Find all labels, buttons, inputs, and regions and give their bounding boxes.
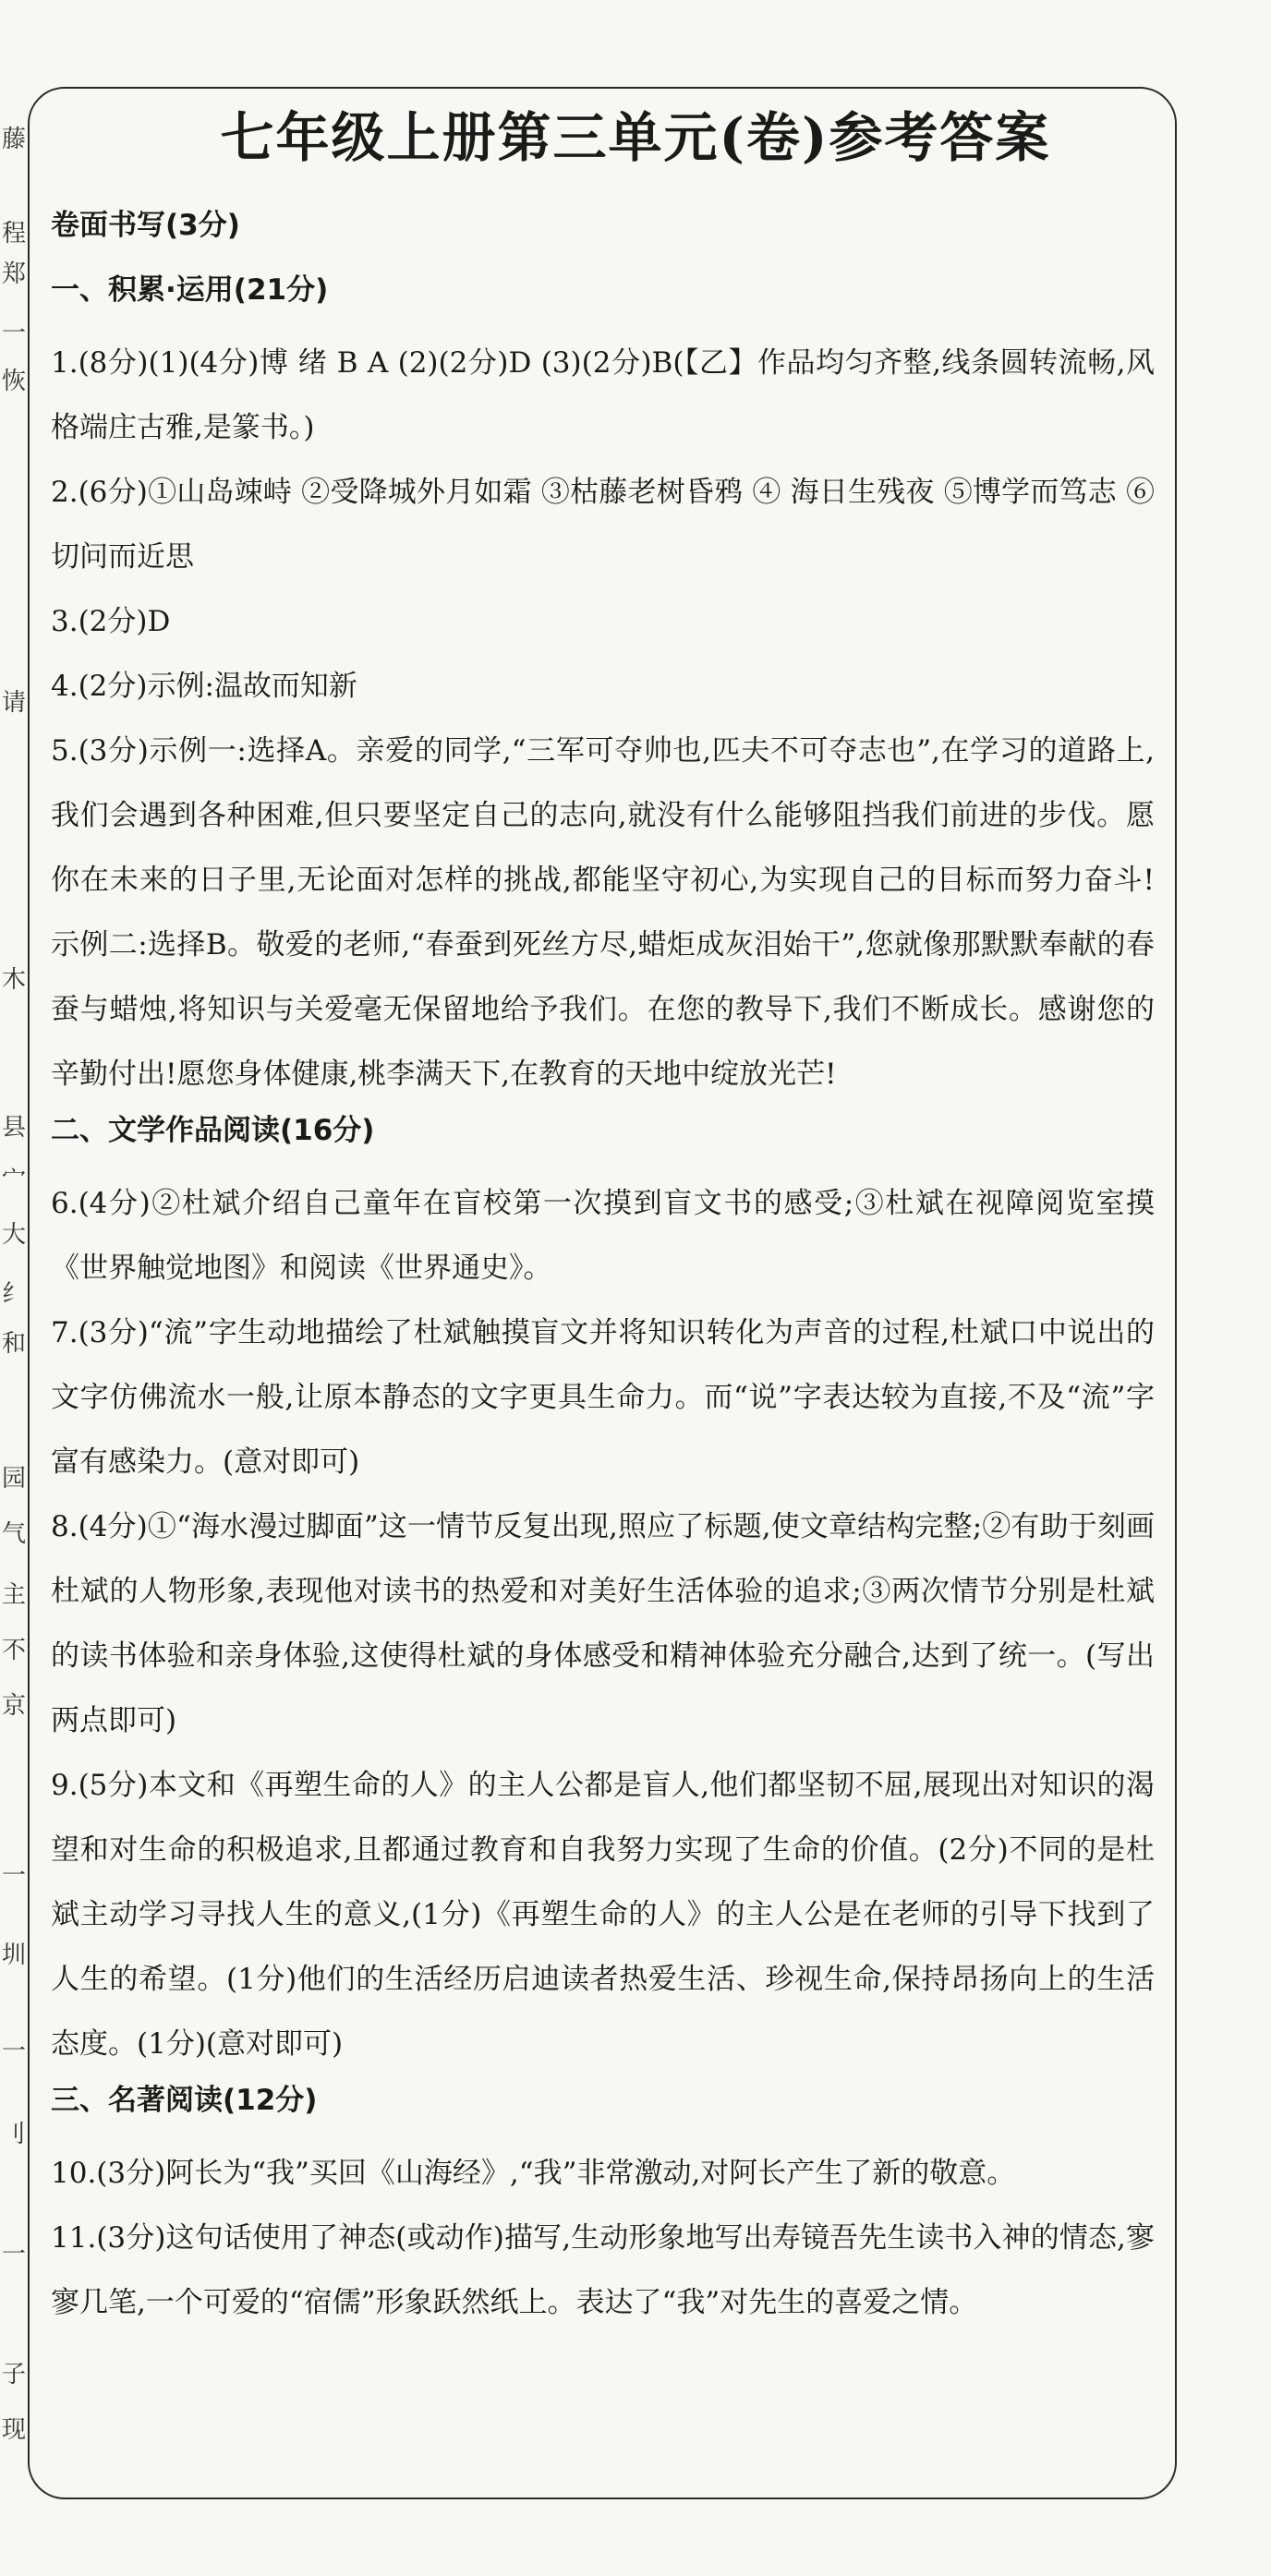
answer-item-3: 3.(2分)D [51, 605, 171, 638]
margin-fragment: 刂 [2, 2121, 27, 2148]
margin-fragment: 一 [2, 2038, 27, 2065]
margin-fragment: 木 [2, 966, 27, 994]
margin-fragment: 宀 [2, 1166, 27, 1193]
answer-item-9: 9.(5分)本文和《再塑生命的人》的主人公都是盲人,他们都坚韧不屈,展现出对知识的渴望和对生命的积极追求,且都通过教育和自我努力实现了生命的价值。(2分)不同的是杜斌主动学习寻找人生的意义,(1分)《再塑生命的人》的主人公是在老师的引导下找到了人生的希望。(1分)他们的生活经历启迪读者热爱生活、珍视生命,保持昂扬向上的生活态度。(1分)(意对即可) [51, 1769, 1155, 2061]
margin-fragment: 和 [2, 1330, 27, 1358]
margin-fragment: 现 [2, 2416, 27, 2444]
margin-fragment: 藤 [2, 126, 27, 153]
margin-fragment: 请 [2, 689, 27, 717]
section-heading: 一、积累·运用(21分) [51, 273, 329, 307]
margin-fragment: 纟 [2, 1280, 27, 1308]
margin-fragment: 气 [2, 1520, 27, 1548]
margin-fragment: 一 [2, 2241, 27, 2268]
section-heading: 二、文学作品阅读(16分) [51, 1114, 375, 1147]
margin-fragment: 京 [2, 1692, 27, 1720]
margin-fragment: 程 [2, 220, 27, 248]
section-heading: 三、名著阅读(12分) [51, 2084, 318, 2117]
answer-item-10: 10.(3分)阿长为“我”买回《山海经》,“我”非常激动,对阿长产生了新的敬意。 [51, 2157, 1016, 2190]
page-title: 七年级上册第三单元(卷)参考答案 [220, 106, 1051, 169]
answer-item-6: 6.(4分)②杜斌介绍自己童年在盲校第一次摸到盲文书的感受;③杜斌在视障阅览室摸《世界触觉地图》和阅读《世界通史》。 [51, 1187, 1155, 1285]
binding-margin-fragments [0, 0, 28, 2576]
margin-fragment: 郑 [2, 260, 27, 288]
answer-item-4: 4.(2分)示例:温故而知新 [51, 670, 357, 703]
margin-fragment: 恢 [2, 368, 27, 395]
margin-fragment: 不 [2, 1637, 27, 1664]
section-handwriting [51, 201, 1155, 266]
section-heading: 卷面书写(3分) [51, 209, 240, 242]
answer-item-5: 5.(3分)示例一:选择A。亲爱的同学,“三军可夺帅也,匹夫不可夺志也”,在学习的道路上,我们会遇到各种困难,但只要坚定自己的志向,就没有什么能够阻挡我们前进的步伐。愿你在未来的日子里,无论面对怎样的挑战,都能坚守初心,为实现自己的目标而努力奋斗! 示例二:选择B。敬爱的老师,“春蚕到死丝方尽,蜡炬成灰泪始干”,您就像那默默奉献的春蚕与蜡烛,将知识与关爱毫无保留地给予我们。在您的教导下,我们不断成长。感谢您的辛勤付出!愿您身体健康,桃李满天下,在教育的天地中绽放光芒! [51, 734, 1155, 1091]
answer-item-1: 1.(8分)(1)(4分)博 绪 B A (2)(2分)D (3)(2分)B(【乙】作品均匀齐整,线条圆转流畅,风格端庄古雅,是篆书。) [51, 346, 1155, 444]
section-classics-reading [51, 2076, 1155, 2335]
margin-fragment: 一 [2, 320, 27, 347]
margin-fragment: 大 [2, 1221, 27, 1249]
margin-fragment: 县 [2, 1114, 27, 1142]
section-accumulation-application [51, 266, 1155, 1107]
margin-fragment: 园 [2, 1465, 27, 1493]
margin-fragment: 一 [2, 1862, 27, 1890]
answer-content [51, 201, 1155, 2335]
margin-fragment: 子 [2, 2361, 27, 2389]
answer-item-7: 7.(3分)“流”字生动地描绘了杜斌触摸盲文并将知识转化为声音的过程,杜斌口中说出的文字仿佛流水一般,让原本静态的文字更具生命力。而“说”字表达较为直接,不及“流”字富有感染力。(意对即可) [51, 1316, 1155, 1479]
answer-item-11: 11.(3分)这句话使用了神态(或动作)描写,生动形象地写出寿镜吾先生读书入神的情态,寥寥几笔,一个可爱的“宿儒”形象跃然纸上。表达了“我”对先生的喜爱之情。 [51, 2221, 1155, 2319]
margin-fragment: 主 [2, 1581, 27, 1609]
section-literary-reading [51, 1107, 1155, 2076]
answer-item-8: 8.(4分)①“海水漫过脚面”这一情节反复出现,照应了标题,使文章结构完整;②有助于刻画杜斌的人物形象,表现他对读书的热爱和对美好生活体验的追求;③两次情节分别是杜斌的读书体验和亲身体验,这使得杜斌的身体感受和精神体验充分融合,达到了统一。(写出两点即可) [51, 1510, 1155, 1737]
margin-fragment: 圳 [2, 1941, 27, 1969]
answer-item-2: 2.(6分)①山岛竦峙 ②受降城外月如霜 ③枯藤老树昏鸦 ④ 海日生残夜 ⑤博学而笃志 ⑥切问而近思 [51, 476, 1155, 574]
